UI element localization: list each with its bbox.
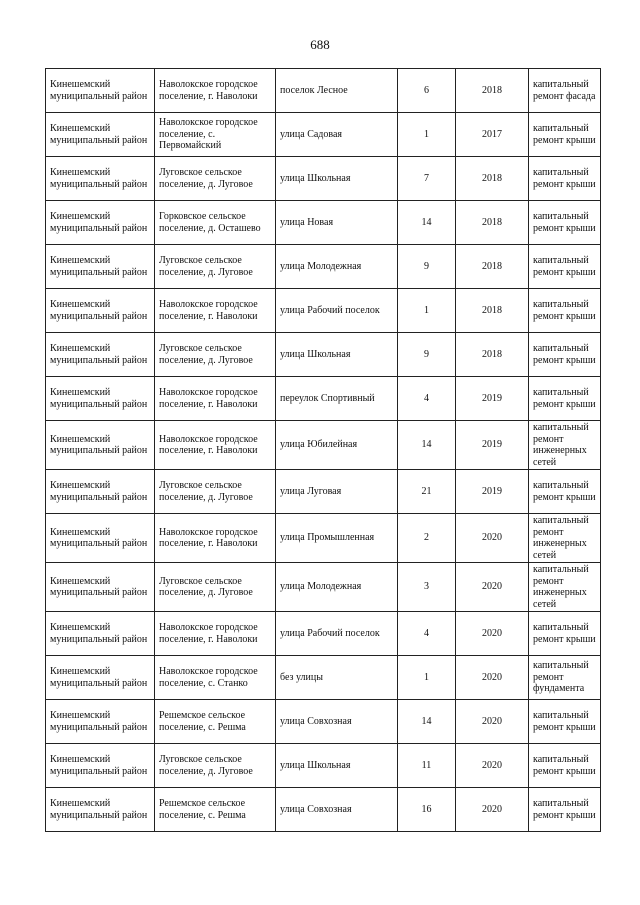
district-cell: Кинешемский муниципальный район — [46, 289, 155, 333]
district-cell: Кинешемский муниципальный район — [46, 563, 155, 612]
settlement-cell: Луговское сельское поселение, д. Луговое — [155, 157, 276, 201]
year-cell: 2018 — [456, 333, 529, 377]
work-type-cell: капитальный ремонт крыши — [529, 700, 601, 744]
street-cell: улица Промышленная — [276, 514, 398, 563]
street-cell: улица Садовая — [276, 113, 398, 157]
district-cell: Кинешемский муниципальный район — [46, 113, 155, 157]
table-row — [46, 612, 601, 656]
work-type-cell: капитальный ремонт фасада — [529, 69, 601, 113]
year-cell: 2017 — [456, 113, 529, 157]
street-cell: улица Луговая — [276, 470, 398, 514]
work-type-cell: капитальный ремонт крыши — [529, 201, 601, 245]
settlement-cell: Наволокское городское поселение, с. Станко — [155, 656, 276, 700]
district-cell: Кинешемский муниципальный район — [46, 744, 155, 788]
table-row — [46, 333, 601, 377]
settlement-cell: Наволокское городское поселение, с. Первомайский — [155, 113, 276, 157]
year-cell: 2020 — [456, 744, 529, 788]
table-row — [46, 656, 601, 700]
year-cell: 2020 — [456, 514, 529, 563]
work-type-cell: капитальный ремонт крыши — [529, 157, 601, 201]
settlement-cell: Наволокское городское поселение, г. Наволоки — [155, 377, 276, 421]
street-cell: без улицы — [276, 656, 398, 700]
work-type-cell: капитальный ремонт крыши — [529, 744, 601, 788]
settlement-cell: Решемское сельское поселение, с. Решма — [155, 788, 276, 832]
street-cell: улица Рабочий поселок — [276, 289, 398, 333]
work-type-cell: капитальный ремонт крыши — [529, 612, 601, 656]
work-type-cell: капитальный ремонт инженерных сетей — [529, 514, 601, 563]
work-type-cell: капитальный ремонт крыши — [529, 289, 601, 333]
district-cell: Кинешемский муниципальный район — [46, 421, 155, 470]
street-cell: улица Совхозная — [276, 700, 398, 744]
house-number-cell: 9 — [398, 333, 456, 377]
house-number-cell: 4 — [398, 377, 456, 421]
settlement-cell: Луговское сельское поселение, д. Луговое — [155, 470, 276, 514]
house-number-cell: 21 — [398, 470, 456, 514]
house-number-cell: 11 — [398, 744, 456, 788]
table-row — [46, 514, 601, 563]
house-number-cell: 1 — [398, 289, 456, 333]
house-number-cell: 16 — [398, 788, 456, 832]
table-row — [46, 700, 601, 744]
settlement-cell: Наволокское городское поселение, г. Наволоки — [155, 421, 276, 470]
year-cell: 2020 — [456, 788, 529, 832]
settlement-cell: Наволокское городское поселение, г. Наволоки — [155, 289, 276, 333]
table-row — [46, 421, 601, 470]
year-cell: 2018 — [456, 289, 529, 333]
district-cell: Кинешемский муниципальный район — [46, 470, 155, 514]
house-number-cell: 14 — [398, 421, 456, 470]
work-type-cell: капитальный ремонт инженерных сетей — [529, 563, 601, 612]
settlement-cell: Горковское сельское поселение, д. Осташево — [155, 201, 276, 245]
year-cell: 2020 — [456, 563, 529, 612]
district-cell: Кинешемский муниципальный район — [46, 700, 155, 744]
year-cell: 2020 — [456, 656, 529, 700]
work-type-cell: капитальный ремонт крыши — [529, 377, 601, 421]
street-cell: улица Совхозная — [276, 788, 398, 832]
district-cell: Кинешемский муниципальный район — [46, 788, 155, 832]
district-cell: Кинешемский муниципальный район — [46, 201, 155, 245]
settlement-cell: Наволокское городское поселение, г. Наволоки — [155, 514, 276, 563]
settlement-cell: Решемское сельское поселение, с. Решма — [155, 700, 276, 744]
district-cell: Кинешемский муниципальный район — [46, 612, 155, 656]
house-number-cell: 2 — [398, 514, 456, 563]
street-cell: поселок Лесное — [276, 69, 398, 113]
district-cell: Кинешемский муниципальный район — [46, 245, 155, 289]
street-cell: улица Школьная — [276, 157, 398, 201]
district-cell: Кинешемский муниципальный район — [46, 514, 155, 563]
table-body — [46, 69, 601, 832]
year-cell: 2020 — [456, 612, 529, 656]
street-cell: улица Школьная — [276, 744, 398, 788]
district-cell: Кинешемский муниципальный район — [46, 377, 155, 421]
page-number: 688 — [310, 37, 330, 52]
work-type-cell: капитальный ремонт крыши — [529, 245, 601, 289]
year-cell: 2019 — [456, 377, 529, 421]
house-number-cell: 14 — [398, 700, 456, 744]
house-number-cell: 4 — [398, 612, 456, 656]
work-type-cell: капитальный ремонт фундамента — [529, 656, 601, 700]
settlement-cell: Наволокское городское поселение, г. Наволоки — [155, 612, 276, 656]
work-type-cell: капитальный ремонт инженерных сетей — [529, 421, 601, 470]
settlement-cell: Луговское сельское поселение, д. Луговое — [155, 744, 276, 788]
street-cell: улица Молодежная — [276, 245, 398, 289]
table-row — [46, 113, 601, 157]
work-type-cell: капитальный ремонт крыши — [529, 333, 601, 377]
year-cell: 2019 — [456, 421, 529, 470]
year-cell: 2018 — [456, 69, 529, 113]
work-type-cell: капитальный ремонт крыши — [529, 470, 601, 514]
table-row — [46, 377, 601, 421]
street-cell: улица Молодежная — [276, 563, 398, 612]
work-type-cell: капитальный ремонт крыши — [529, 788, 601, 832]
house-number-cell: 1 — [398, 113, 456, 157]
street-cell: переулок Спортивный — [276, 377, 398, 421]
settlement-cell: Луговское сельское поселение, д. Луговое — [155, 245, 276, 289]
district-cell: Кинешемский муниципальный район — [46, 157, 155, 201]
table-row — [46, 744, 601, 788]
table-row — [46, 563, 601, 612]
year-cell: 2018 — [456, 201, 529, 245]
table-row — [46, 788, 601, 832]
house-number-cell: 6 — [398, 69, 456, 113]
settlement-cell: Наволокское городское поселение, г. Наволоки — [155, 69, 276, 113]
work-type-cell: капитальный ремонт крыши — [529, 113, 601, 157]
table-row — [46, 289, 601, 333]
year-cell: 2018 — [456, 245, 529, 289]
table-row — [46, 201, 601, 245]
house-number-cell: 3 — [398, 563, 456, 612]
year-cell: 2018 — [456, 157, 529, 201]
house-number-cell: 1 — [398, 656, 456, 700]
table-row — [46, 470, 601, 514]
house-number-cell: 7 — [398, 157, 456, 201]
street-cell: улица Юбилейная — [276, 421, 398, 470]
settlement-cell: Луговское сельское поселение, д. Луговое — [155, 563, 276, 612]
settlement-cell: Луговское сельское поселение, д. Луговое — [155, 333, 276, 377]
street-cell: улица Школьная — [276, 333, 398, 377]
district-cell: Кинешемский муниципальный район — [46, 656, 155, 700]
year-cell: 2020 — [456, 700, 529, 744]
year-cell: 2019 — [456, 470, 529, 514]
table-row — [46, 69, 601, 113]
table-row — [46, 157, 601, 201]
house-number-cell: 9 — [398, 245, 456, 289]
district-cell: Кинешемский муниципальный район — [46, 333, 155, 377]
street-cell: улица Рабочий поселок — [276, 612, 398, 656]
house-number-cell: 14 — [398, 201, 456, 245]
table-row — [46, 245, 601, 289]
repair-table — [45, 68, 601, 832]
street-cell: улица Новая — [276, 201, 398, 245]
district-cell: Кинешемский муниципальный район — [46, 69, 155, 113]
